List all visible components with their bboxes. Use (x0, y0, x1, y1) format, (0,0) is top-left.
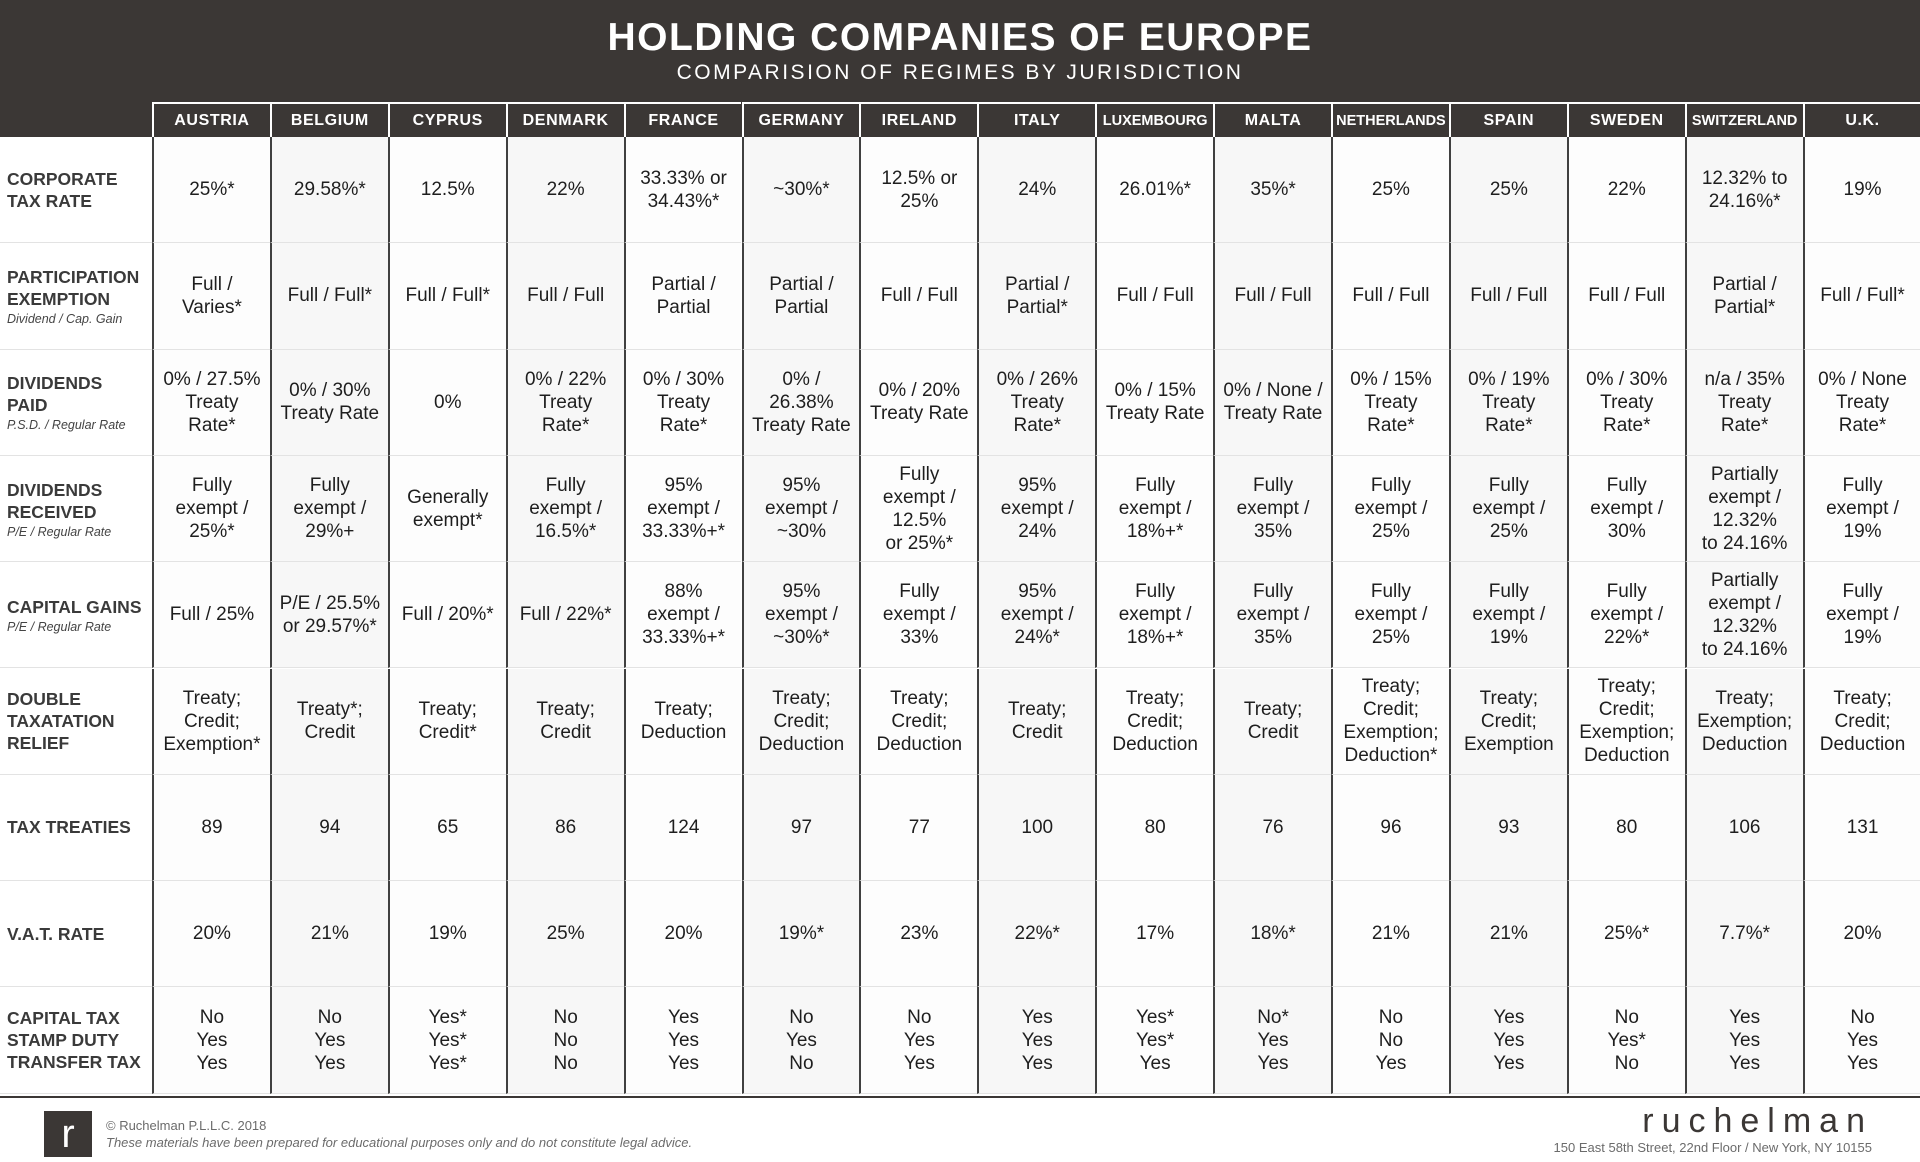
table-cell: 0% / 27.5% Treaty Rate* (152, 350, 270, 456)
table-cell: Full / Full* (388, 243, 506, 349)
table-cell: Full / 25% (152, 562, 270, 668)
column-header: AUSTRIA (152, 102, 270, 137)
table-cell: Fully exempt / 25%* (152, 456, 270, 562)
row-label-text: DIVIDENDS PAID (7, 373, 103, 416)
table-cell: 21% (1331, 881, 1449, 987)
table-cell: 0% / 20% Treaty Rate (859, 350, 977, 456)
table-cell: 19% (1803, 137, 1920, 243)
table-cell: Partial / Partial* (1685, 243, 1803, 349)
disclaimer-text: These materials have been prepared for educational purposes only and do not constitute legal advice. (106, 1135, 693, 1150)
table-cell: Generally exempt* (388, 456, 506, 562)
table-cell: No* Yes Yes (1213, 987, 1331, 1093)
table-cell: Yes* Yes* Yes* (388, 987, 506, 1093)
table-cell: Yes Yes Yes (1449, 987, 1567, 1093)
table-cell: 26.01%* (1095, 137, 1213, 243)
table-cell: Full / Full (1331, 243, 1449, 349)
table-cell: Partially exempt / 12.32% to 24.16% (1685, 456, 1803, 562)
table-cell: 0% / 19% Treaty Rate* (1449, 350, 1567, 456)
table-cell: Treaty; Deduction (624, 669, 742, 775)
table-cell: 22% (506, 137, 624, 243)
column-header: NETHERLANDS (1331, 102, 1449, 137)
copyright-text: © Ruchelman P.L.L.C. 2018 (106, 1118, 267, 1133)
row-label-subtitle: P.S.D. / Regular Rate (7, 418, 126, 433)
table-cell: 20% (152, 881, 270, 987)
table-cell: No Yes Yes (270, 987, 388, 1093)
table-cell: 35%* (1213, 137, 1331, 243)
row-label-subtitle: Dividend / Cap. Gain (7, 311, 123, 326)
table-cell: 106 (1685, 775, 1803, 881)
table-cell: 33.33% or 34.43%* (624, 137, 742, 243)
table-cell: Full / Full (1449, 243, 1567, 349)
row-label (0, 987, 152, 1093)
column-header: SWITZERLAND (1685, 102, 1803, 137)
table-cell: Partially exempt / 12.32% to 24.16% (1685, 562, 1803, 668)
table-cell: Fully exempt / 16.5%* (506, 456, 624, 562)
table-cell: 0% / 30% Treaty Rate* (1567, 350, 1685, 456)
column-header: ITALY (977, 102, 1095, 137)
column-header: IRELAND (859, 102, 977, 137)
table-cell: Treaty*; Credit (270, 669, 388, 775)
table-cell: 0% / 26% Treaty Rate* (977, 350, 1095, 456)
table-cell: Treaty; Credit; Deduction (742, 669, 860, 775)
table-cell: Fully exempt / 19% (1449, 562, 1567, 668)
column-header: FRANCE (624, 102, 742, 137)
row-label (0, 881, 152, 987)
table-cell: 100 (977, 775, 1095, 881)
table-cell: 21% (1449, 881, 1567, 987)
table-cell: Yes Yes Yes (1685, 987, 1803, 1093)
table-cell: 19%* (742, 881, 860, 987)
table-cell: Fully exempt / 25% (1449, 456, 1567, 562)
table-cell: No Yes No (742, 987, 860, 1093)
table-cell: Treaty; Exemption; Deduction (1685, 669, 1803, 775)
table-cell: Treaty; Credit; Deduction (1803, 669, 1920, 775)
table-cell: 0% (388, 350, 506, 456)
table-cell: Yes Yes Yes (624, 987, 742, 1093)
row-label (0, 775, 152, 881)
table-cell: Fully exempt / 25% (1331, 562, 1449, 668)
table-cell: 131 (1803, 775, 1920, 881)
table-cell: 124 (624, 775, 742, 881)
table-cell: Partial / Partial (742, 243, 860, 349)
table-cell: Yes* Yes* Yes (1095, 987, 1213, 1093)
table-cell: Treaty; Credit; Deduction (859, 669, 977, 775)
row-label-text: CORPORATE TAX RATE (7, 168, 118, 211)
table-cell: No Yes* No (1567, 987, 1685, 1093)
column-header: DENMARK (506, 102, 624, 137)
row-label (0, 350, 152, 456)
table-cell: P/E / 25.5% or 29.57%* (270, 562, 388, 668)
table-cell: 25%* (1567, 881, 1685, 987)
footer (0, 1098, 1920, 1162)
table-cell: 77 (859, 775, 977, 881)
page-subtitle: COMPARISION OF REGIMES BY JURISDICTION (676, 61, 1244, 84)
row-label (0, 562, 152, 668)
table-cell: n/a / 35% Treaty Rate* (1685, 350, 1803, 456)
table-cell: 76 (1213, 775, 1331, 881)
table-cell: Fully exempt / 30% (1567, 456, 1685, 562)
table-cell: 7.7%* (1685, 881, 1803, 987)
table-cell: No Yes Yes (859, 987, 977, 1093)
table-cell: 93 (1449, 775, 1567, 881)
table-cell: No No Yes (1331, 987, 1449, 1093)
brand-wordmark: ruchelman (1642, 1102, 1873, 1140)
table-cell: 95% exempt / ~30% (742, 456, 860, 562)
table-cell: Fully exempt / 18%+* (1095, 562, 1213, 668)
table-cell: 24% (977, 137, 1095, 243)
table-cell: Fully exempt / 12.5% or 25%* (859, 456, 977, 562)
table-cell: 95% exempt / 24% (977, 456, 1095, 562)
row-label-text: DOUBLE TAXATATION RELIEF (7, 689, 115, 754)
table-cell: 12.5% or 25% (859, 137, 977, 243)
table-cell: 20% (1803, 881, 1920, 987)
table-cell: 0% / 26.38% Treaty Rate (742, 350, 860, 456)
table-cell: Treaty; Credit* (388, 669, 506, 775)
table-cell: 23% (859, 881, 977, 987)
table-cell: 80 (1095, 775, 1213, 881)
row-label (0, 243, 152, 349)
column-header: GERMANY (742, 102, 860, 137)
table-cell: Full / Full (1095, 243, 1213, 349)
table-cell: Fully exempt / 29%+ (270, 456, 388, 562)
row-label-text: TAX TREATIES (7, 817, 131, 838)
row-label-text: PARTICIPATION EXEMPTION (7, 266, 140, 309)
table-cell: 25% (506, 881, 624, 987)
table-cell: Fully exempt / 18%+* (1095, 456, 1213, 562)
table-cell: Full / Varies* (152, 243, 270, 349)
column-header: BELGIUM (270, 102, 388, 137)
table-cell: Fully exempt / 35% (1213, 562, 1331, 668)
table-cell: Fully exempt / 33% (859, 562, 977, 668)
row-label-subtitle: P/E / Regular Rate (7, 524, 112, 539)
table-cell: 12.5% (388, 137, 506, 243)
table-cell: Treaty; Credit; Exemption* (152, 669, 270, 775)
table-cell: Treaty; Credit; Deduction (1095, 669, 1213, 775)
table-cell: Full / Full (506, 243, 624, 349)
table-cell: Full / Full (1567, 243, 1685, 349)
table-cell: Treaty; Credit; Exemption (1449, 669, 1567, 775)
table-cell: 25%* (152, 137, 270, 243)
table-cell: Fully exempt / 22%* (1567, 562, 1685, 668)
table-cell: Partial / Partial (624, 243, 742, 349)
table-cell: Fully exempt / 25% (1331, 456, 1449, 562)
table-cell: No Yes Yes (152, 987, 270, 1093)
row-label-subtitle: P/E / Regular Rate (7, 619, 112, 634)
table-cell: 95% exempt / 24%* (977, 562, 1095, 668)
row-label (0, 137, 152, 243)
table-cell: Full / Full* (1803, 243, 1920, 349)
table-cell: Full / 20%* (388, 562, 506, 668)
table-cell: Full / 22%* (506, 562, 624, 668)
table-cell: Treaty; Credit; Exemption; Deduction (1567, 669, 1685, 775)
table-cell: 0% / None Treaty Rate* (1803, 350, 1920, 456)
row-label-text: DIVIDENDS RECEIVED (7, 479, 103, 522)
column-header: SPAIN (1449, 102, 1567, 137)
table-cell: 95% exempt / ~30%* (742, 562, 860, 668)
table-cell: 17% (1095, 881, 1213, 987)
column-header: U.K. (1803, 102, 1920, 137)
table-cell: 22%* (977, 881, 1095, 987)
column-header: LUXEMBOURG (1095, 102, 1213, 137)
table-cell: 86 (506, 775, 624, 881)
row-label-text: V.A.T. RATE (7, 923, 105, 944)
table-cell: Partial / Partial* (977, 243, 1095, 349)
table-cell: 18%* (1213, 881, 1331, 987)
table-cell: 21% (270, 881, 388, 987)
column-header: CYPRUS (388, 102, 506, 137)
table-cell: 0% / 15% Treaty Rate* (1331, 350, 1449, 456)
row-label (0, 456, 152, 562)
table-cell: 29.58%* (270, 137, 388, 243)
table-cell: No Yes Yes (1803, 987, 1920, 1093)
table-cell: 65 (388, 775, 506, 881)
table-cell: Full / Full (859, 243, 977, 349)
table-cell: 95% exempt / 33.33%+* (624, 456, 742, 562)
table-cell: 25% (1331, 137, 1449, 243)
table-cell: 89 (152, 775, 270, 881)
table-cell: 94 (270, 775, 388, 881)
table-cell: 96 (1331, 775, 1449, 881)
row-label (0, 669, 152, 775)
column-header: SWEDEN (1567, 102, 1685, 137)
table-cell: Treaty; Credit (506, 669, 624, 775)
table-cell: ~30%* (742, 137, 860, 243)
table-cell: 97 (742, 775, 860, 881)
table-cell: Fully exempt / 19% (1803, 562, 1920, 668)
table-cell: Full / Full (1213, 243, 1331, 349)
table-cell: 88% exempt / 33.33%+* (624, 562, 742, 668)
table-cell: 0% / 22% Treaty Rate* (506, 350, 624, 456)
table-cell: 19% (388, 881, 506, 987)
table-cell: No No No (506, 987, 624, 1093)
table-cell: 20% (624, 881, 742, 987)
row-label-text: CAPITAL TAX STAMP DUTY TRANSFER TAX (7, 1008, 141, 1073)
table-cell: 22% (1567, 137, 1685, 243)
table-cell: Treaty; Credit (977, 669, 1095, 775)
table-cell: Fully exempt / 35% (1213, 456, 1331, 562)
column-header: MALTA (1213, 102, 1331, 137)
table-cell: 12.32% to 24.16%* (1685, 137, 1803, 243)
table-cell: 0% / 30% Treaty Rate* (624, 350, 742, 456)
table-cell: 0% / None / Treaty Rate (1213, 350, 1331, 456)
table-cell: Treaty; Credit (1213, 669, 1331, 775)
table-cell: Treaty; Credit; Exemption; Deduction* (1331, 669, 1449, 775)
table-cell: 25% (1449, 137, 1567, 243)
office-address: 150 East 58th Street, 22nd Floor / New York, NY 10155 (1553, 1140, 1872, 1155)
table-cell: 80 (1567, 775, 1685, 881)
table-cell: Yes Yes Yes (977, 987, 1095, 1093)
table-cell: 0% / 15% Treaty Rate (1095, 350, 1213, 456)
page-title: HOLDING COMPANIES OF EUROPE (607, 16, 1313, 59)
row-label-text: CAPITAL GAINS (7, 596, 142, 617)
ruchelman-logo: r (44, 1111, 92, 1157)
table-cell: Full / Full* (270, 243, 388, 349)
table-cell: Fully exempt / 19% (1803, 456, 1920, 562)
table-cell: 0% / 30% Treaty Rate (270, 350, 388, 456)
